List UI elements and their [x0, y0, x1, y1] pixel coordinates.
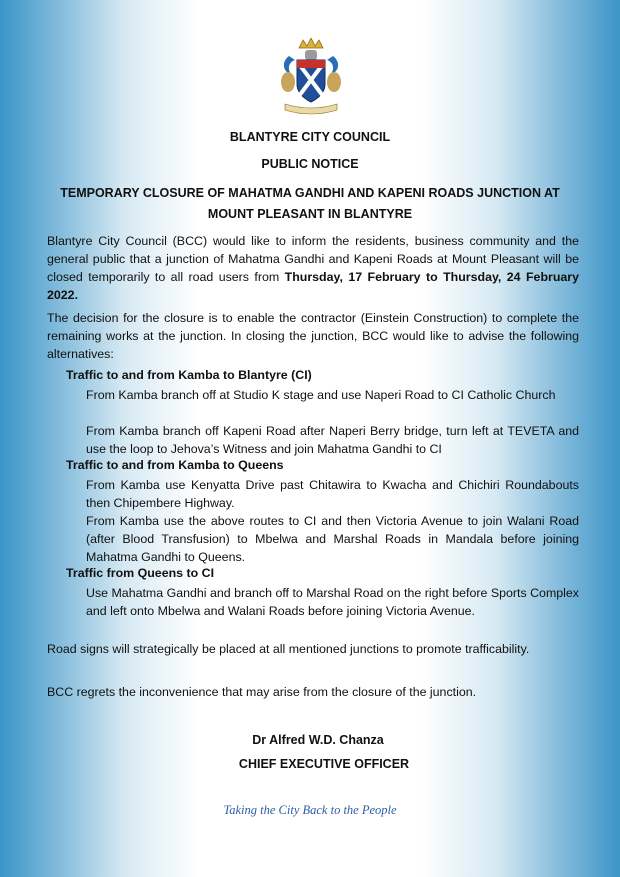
section-heading-kamba-queens: Traffic to and from Kamba to Queens — [66, 458, 284, 472]
headline-line-2: MOUNT PLEASANT IN BLANTYRE — [207, 207, 413, 221]
signatory-name: Dr Alfred W.D. Chanza — [252, 733, 384, 747]
regrets-paragraph: BCC regrets the inconvenience that may arise from the closure of the junction. — [47, 685, 477, 699]
route-text: Use Mahatma Gandhi and branch off to Marshal Road on the right before Sports Complex and left onto Mbelwa and Walani Roads before joining Victoria Avenue. — [86, 586, 579, 618]
decision-paragraph: The decision for the closure is to enable the contractor (Einstein Construction) to complete the remaining works at the junction. In closing the junction, BCC would like to advise the following alternatives: — [47, 311, 579, 361]
alternative-route — [86, 584, 579, 620]
alternative-route — [86, 476, 579, 512]
alternative-route — [86, 422, 579, 458]
route-text: From Kamba branch off at Studio K stage and use Naperi Road to CI Catholic Church — [86, 388, 556, 402]
signatory-title: CHIEF EXECUTIVE OFFICER — [238, 757, 410, 771]
organization-name: BLANTYRE CITY COUNCIL — [229, 130, 391, 144]
section-heading-queens-ci: Traffic from Queens to CI — [66, 566, 215, 580]
intro-paragraph — [47, 232, 579, 304]
route-text: From Kamba use Kenyatta Drive past Chitawira to Kwacha and Chichiri Roundabouts then Chipembere Highway. — [86, 478, 579, 510]
alternative-route — [86, 386, 579, 404]
coat-of-arms-icon — [279, 38, 343, 118]
section-heading-kamba-blantyre: Traffic to and from Kamba to Blantyre (CI) — [66, 368, 312, 382]
closure-dates: Thursday, 17 February to Thursday, 24 February 2022. — [47, 270, 580, 302]
headline — [0, 183, 620, 225]
intro-text: Blantyre City Council (BCC) would like to inform the residents, business community and the general public that a junction of Mahatma Gandhi and Kapeni Roads at Mount Pleasant will be closed temporarily to all road users from — [47, 234, 579, 284]
notice-type: PUBLIC NOTICE — [261, 157, 359, 171]
headline-line-1: TEMPORARY CLOSURE OF MAHATMA GANDHI AND KAPENI ROADS JUNCTION AT — [60, 186, 560, 200]
council-tagline: Taking the City Back to the People — [223, 803, 397, 817]
route-text: From Kamba use the above routes to CI and then Victoria Avenue to join Walani Road (after Blood Transfusion) to Mbelwa and Marshal Roads in Mandala before joining Mahatma Gandhi to Queens. — [86, 514, 579, 564]
alternative-route — [86, 512, 579, 566]
route-text: From Kamba branch off Kapeni Road after Naperi Berry bridge, turn left at TEVETA and use the loop to Jehova’s Witness and join Mahatma Gandhi to CI — [86, 424, 579, 456]
road-signs-paragraph: Road signs will strategically be placed at all mentioned junctions to promote trafficability. — [47, 642, 530, 656]
